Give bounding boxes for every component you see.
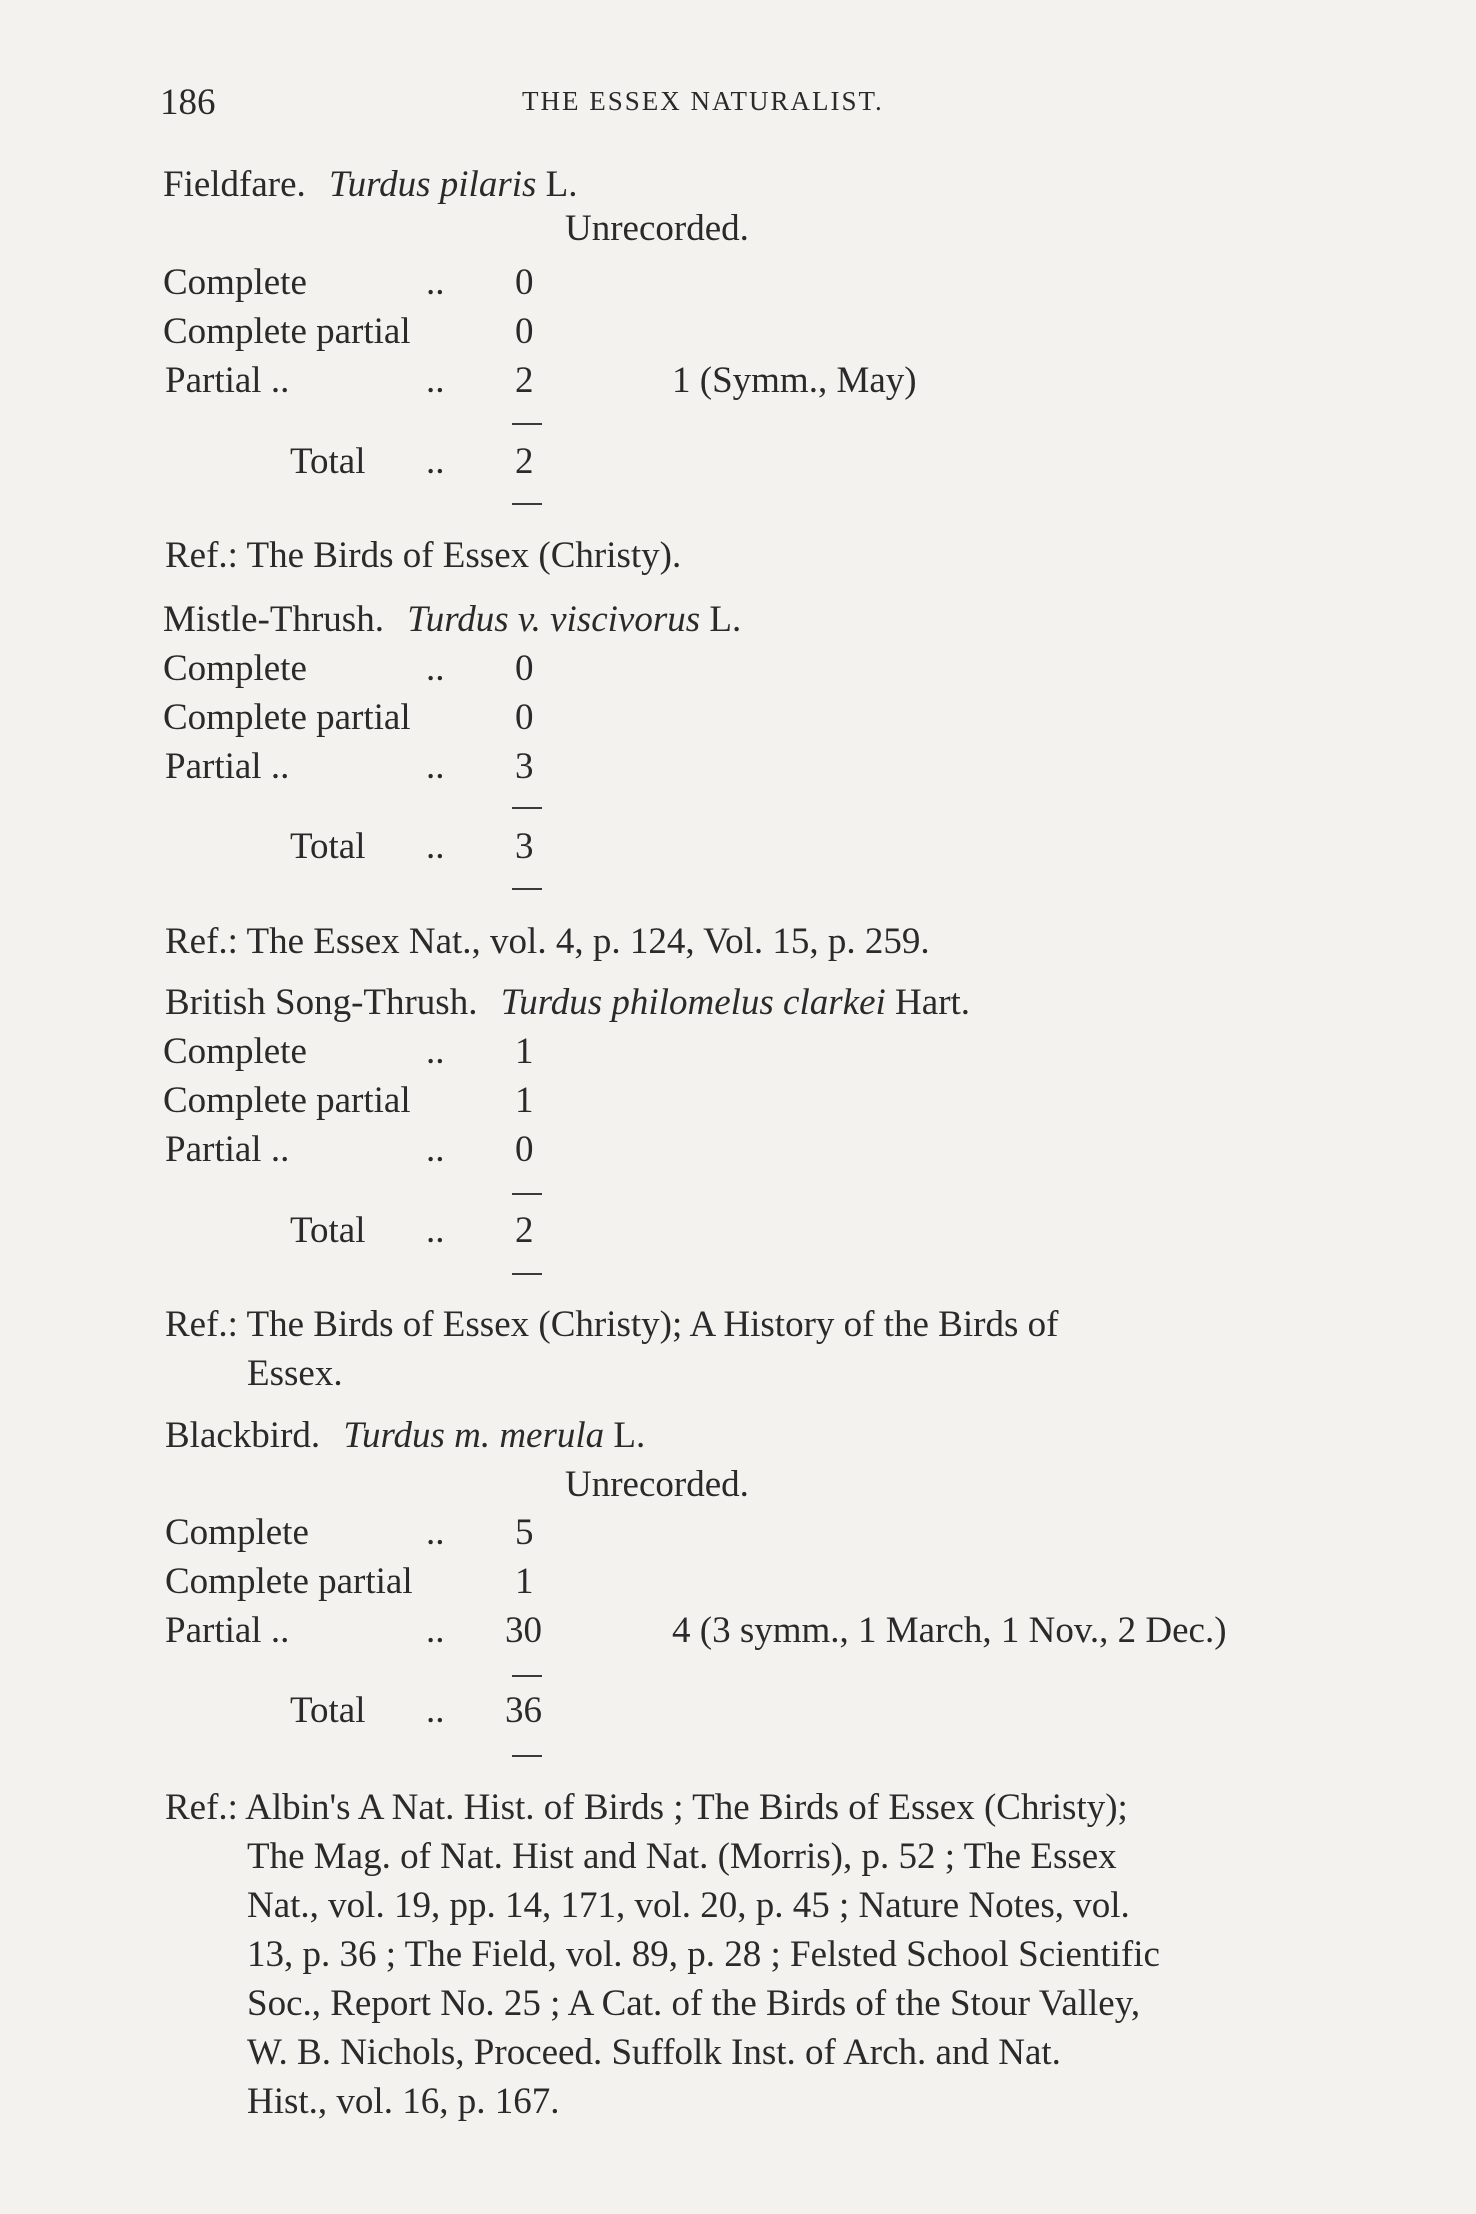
author: L. — [709, 599, 742, 640]
row-extra: 4 (3 symm., 1 March, 1 Nov., 2 Dec.) — [672, 1610, 1227, 1651]
common-name: British Song-Thrush. — [165, 982, 478, 1023]
row-label: Complete partial — [165, 1561, 413, 1602]
total-value: 36 — [505, 1690, 542, 1731]
row-dots: .. — [426, 746, 445, 787]
row-value: 0 — [515, 262, 534, 303]
total-label: Total — [290, 1690, 366, 1731]
author: Hart. — [895, 982, 971, 1023]
row-value: 5 — [515, 1512, 534, 1553]
row-label: Complete — [163, 1031, 307, 1072]
author: L. — [545, 164, 578, 205]
reference-first-line: Ref.: The Birds of Essex (Christy). — [165, 535, 682, 576]
total-label: Total — [290, 441, 366, 482]
sum-rule — [512, 1273, 542, 1275]
total-value: 2 — [515, 441, 534, 482]
row-dots: .. — [426, 648, 445, 689]
reference-block — [165, 531, 1330, 580]
reference-continuation: 13, p. 36 ; The Field, vol. 89, p. 28 ; Felsted School Scientific — [247, 1934, 1160, 1975]
unrecorded-note: Unrecorded. — [565, 1464, 749, 1505]
unrecorded-note: Unrecorded. — [565, 208, 749, 249]
row-label: Partial .. — [165, 360, 290, 401]
sum-rule — [512, 423, 542, 425]
species-heading — [165, 1417, 645, 1454]
reference-block — [165, 1300, 1330, 1398]
row-dots: .. — [426, 1512, 445, 1553]
total-dots: .. — [426, 826, 445, 867]
reference-first-line: Ref.: Albin's A Nat. Hist. of Birds ; The Birds of Essex (Christy); — [165, 1787, 1128, 1828]
row-label: Complete — [163, 262, 307, 303]
row-value: 0 — [515, 648, 534, 689]
row-value: 1 — [515, 1561, 534, 1602]
row-dots: .. — [426, 1610, 445, 1651]
row-label: Complete partial — [163, 311, 411, 352]
row-dots: .. — [426, 262, 445, 303]
total-value: 2 — [515, 1210, 534, 1251]
sum-rule — [512, 1755, 542, 1757]
reference-continuation: Essex. — [247, 1353, 343, 1394]
reference-block — [165, 917, 1330, 966]
total-label: Total — [290, 1210, 366, 1251]
sum-rule — [512, 888, 542, 890]
species-heading — [163, 601, 741, 638]
row-value: 0 — [515, 1129, 534, 1170]
running-title: THE ESSEX NATURALIST. — [522, 86, 884, 116]
common-name: Mistle-Thrush. — [163, 599, 384, 640]
total-label: Total — [290, 826, 366, 867]
row-label: Complete partial — [163, 697, 411, 738]
row-label: Complete — [165, 1512, 309, 1553]
row-value: 0 — [515, 697, 534, 738]
page-number: 186 — [160, 82, 216, 123]
sum-rule — [512, 1675, 542, 1677]
row-dots: .. — [426, 1129, 445, 1170]
row-label: Partial .. — [165, 1129, 290, 1170]
common-name: Blackbird. — [165, 1415, 321, 1456]
total-dots: .. — [426, 1690, 445, 1731]
row-label: Complete — [163, 648, 307, 689]
scientific-name: Turdus pilaris — [329, 164, 537, 205]
common-name: Fieldfare. — [163, 164, 306, 205]
reference-continuation: Nat., vol. 19, pp. 14, 171, vol. 20, p. 45 ; Nature Notes, vol. — [247, 1885, 1130, 1926]
reference-continuation: The Mag. of Nat. Hist and Nat. (Morris), p. 52 ; The Essex — [247, 1836, 1117, 1877]
sum-rule — [512, 1193, 542, 1195]
row-value: 1 — [515, 1080, 534, 1121]
reference-first-line: Ref.: The Birds of Essex (Christy); A History of the Birds of — [165, 1304, 1059, 1345]
total-dots: .. — [426, 441, 445, 482]
scientific-name: Turdus philomelus clarkei — [500, 982, 886, 1023]
row-label: Partial .. — [165, 746, 290, 787]
scientific-name: Turdus m. merula — [343, 1415, 605, 1456]
reference-continuation: Soc., Report No. 25 ; A Cat. of the Birds of the Stour Valley, — [247, 1983, 1141, 2024]
row-value: 3 — [515, 746, 534, 787]
row-label: Partial .. — [165, 1610, 290, 1651]
row-value: 1 — [515, 1031, 534, 1072]
species-heading — [163, 166, 578, 203]
reference-continuation: W. B. Nichols, Proceed. Suffolk Inst. of Arch. and Nat. — [247, 2032, 1061, 2073]
row-dots: .. — [426, 360, 445, 401]
total-dots: .. — [426, 1210, 445, 1251]
row-value: 0 — [515, 311, 534, 352]
row-label: Complete partial — [163, 1080, 411, 1121]
row-value: 30 — [505, 1610, 542, 1651]
row-value: 2 — [515, 360, 534, 401]
row-extra: 1 (Symm., May) — [672, 360, 917, 401]
reference-block — [165, 1783, 1330, 2126]
reference-continuation: Hist., vol. 16, p. 167. — [247, 2081, 560, 2122]
row-dots: .. — [426, 1031, 445, 1072]
sum-rule — [512, 503, 542, 505]
sum-rule — [512, 807, 542, 809]
species-heading — [165, 984, 970, 1021]
author: L. — [613, 1415, 646, 1456]
scientific-name: Turdus v. viscivorus — [407, 599, 701, 640]
reference-first-line: Ref.: The Essex Nat., vol. 4, p. 124, Vol. 15, p. 259. — [165, 921, 930, 962]
total-value: 3 — [515, 826, 534, 867]
